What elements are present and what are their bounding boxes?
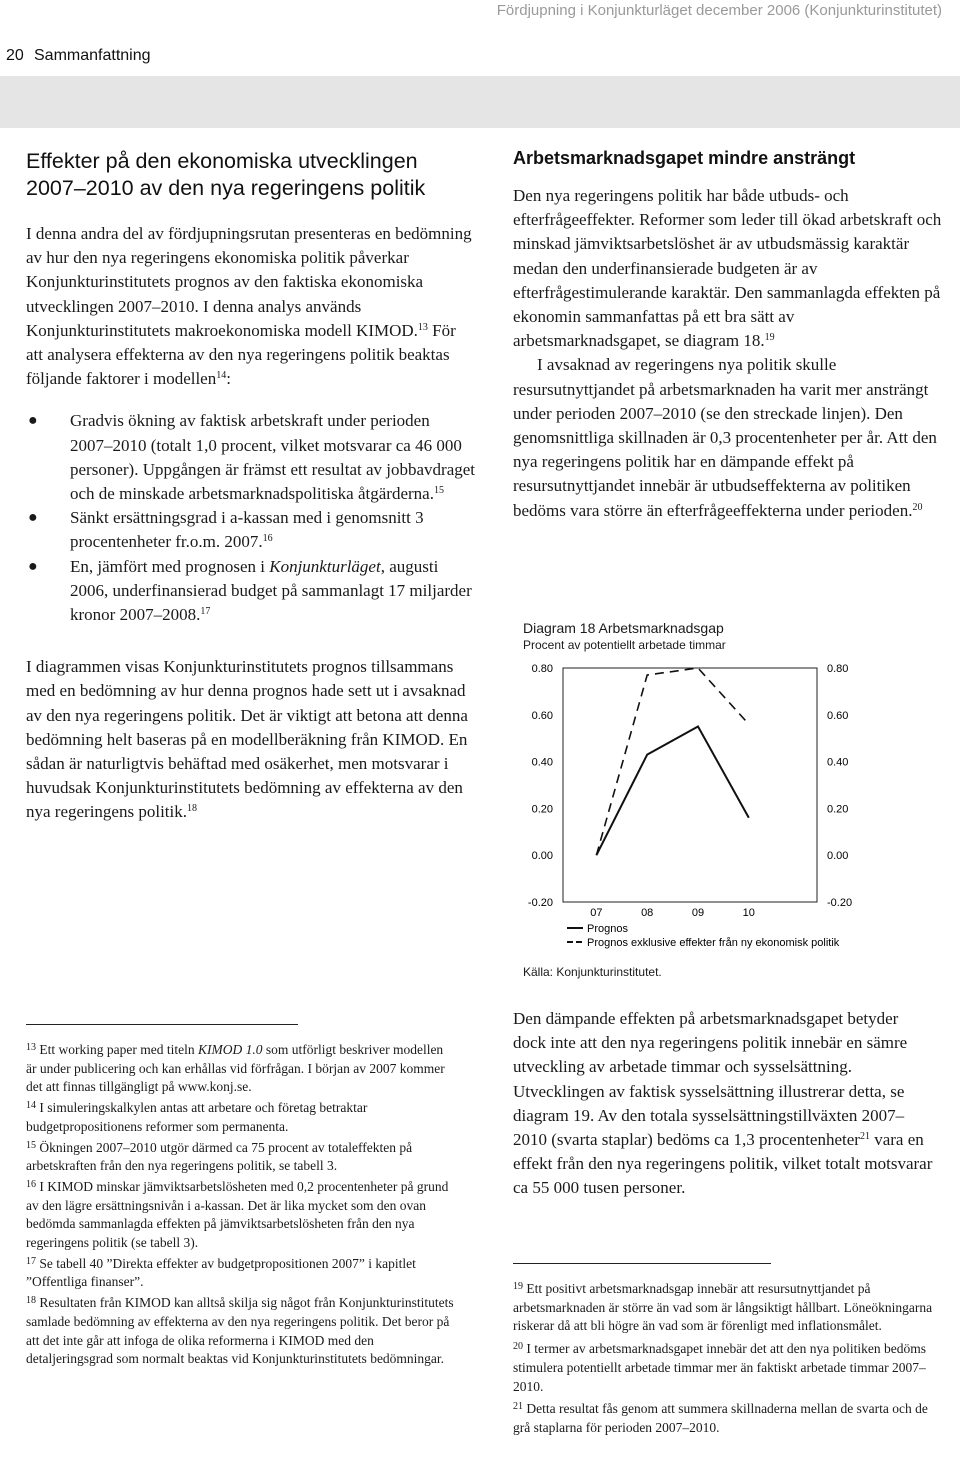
footnote-14: $^{14}$ I simuleringskalkylen antas att arbetare och företag betraktar budgetpropositionens reformer som permanenta. <box>26 1100 368 1134</box>
section-title: Sammanfattning <box>34 47 151 64</box>
page-number: 20 <box>6 47 24 64</box>
series-line-prognos-exklusive <box>596 668 748 855</box>
y-tick-label-left: 0.60 <box>531 709 553 722</box>
footnote-20: $^{20}$ I termer av arbetsmarknadsgapet innebär det att den nya politiken bedöms stimulera potentiellt arbetade timmar mer än faktiskt arbetade timmar 2007–2010. <box>513 1341 926 1394</box>
y-tick-label-right: 0.40 <box>827 756 849 769</box>
chart-subtitle: Procent av potentiellt arbetade timmar <box>523 638 726 652</box>
chart-diagram-18 <box>513 612 945 992</box>
chart-title: Diagram 18 Arbetsmarknadsgap <box>523 620 724 636</box>
plot-frame <box>563 668 817 902</box>
page-header <box>0 44 960 74</box>
right-paragraph-2: I avsaknad av regeringens nya politik skulle resursutnyttjandet på arbetsmarknaden ha varit mer ansträngt under perioden 2007–2010 (se den streckade linjen). Den genomsnittliga skillnaden är 0,3 procentenheter per år. Att den nya regeringens politik har en dämpande effekt på resursutnyttjandet innebär är utbudseffekterna av politiken bedöms vara större än efterfrågeeffekterna under perioden.$^{20}$ <box>513 355 937 520</box>
footnote-16: $^{16}$ I KIMOD minskar jämviktsarbetslösheten med 0,2 procentenheter på grund av den lägre ersättningsnivån i a-kassan. Det är lika mycket som den ovan bedömda sammanlagda effekten på jämviktsarbetslösheten från den nya regeringens politik (se tabell 3). <box>26 1178 449 1251</box>
y-tick-label-right: 0.80 <box>827 663 849 675</box>
y-tick-label-right: -0.20 <box>827 897 853 909</box>
left-column <box>26 140 476 825</box>
list-item: ● Sänkt ersättningsgrad i a-kassan med i genomsnitt 3 procentenheter fr.o.m. 2007.16 <box>28 508 424 552</box>
footnote-21: $^{21}$ Detta resultat fås genom att summera skillnaderna mellan de svarta och de grå staplarna för perioden 2007–2010. <box>513 1401 928 1435</box>
y-tick-label-right: 0.00 <box>827 850 849 863</box>
left-paragraph-1: I denna andra del av fördjupningsrutan presenteras en bedömning av hur den nya regeringens ekonomiska politik påverkar Konjunkturinstitutets prognos av den faktiska ekonomiska utvecklingen 2007–2010. I denna analys används Konjunkturinstitutets makroekonomiska modell KIMOD.$^{13}$ För att analysera effekterna av den nya regeringens politik beaktas följande faktorer i modellen$^{14}$: <box>26 224 472 389</box>
footnote-19: $^{19}$ Ett positivt arbetsmarknadsgap innebär att resursutnyttjandet på arbetsmarknaden är större än vad som är långsiktigt hållbart. Löneökningarna riskerar då att bli högre än vad som är förenligt med inflationsmålet. <box>513 1281 933 1334</box>
left-heading: Effekter på den ekonomiska utvecklingen 2007–2010 av den nya regeringens politik <box>26 149 426 200</box>
right-paragraph-3-block <box>513 1007 933 1201</box>
footnote-rule <box>26 1024 298 1025</box>
x-tick-label: 07 <box>590 907 603 919</box>
right-heading: Arbetsmarknadsgapet mindre ansträngt <box>513 148 856 168</box>
y-tick-label-left: 0.40 <box>531 756 553 769</box>
y-tick-label-right: 0.60 <box>827 709 849 722</box>
list-item: ● Gradvis ökning av faktisk arbetskraft under perioden 2007–2010 (totalt 1,0 procent, vilket motsvarar ca 46 000 personer). Uppgången är främst ett resultat av jobbavdraget och de minskade arbetsmarknadspolitiska åtgärderna.$^{15}$ <box>28 411 476 504</box>
list-item: ● En, jämfört med prognosen i Konjunkturläget, augusti 2006, underfinansierad budget på sammanlagt 17 miljarder kronor 2007–2008.17 <box>28 556 472 625</box>
chart-plot <box>513 612 945 962</box>
footnote-18: $^{18}$ Resultaten från KIMOD kan alltså skilja sig något från Konjunkturinstitutets samlade bedömning av effekterna av den nya regeringens politik. Det beror på att det inte går att infoga de olika reformerna i KIMOD med den detaljeringsgrad som normalt beaktas vid Konjunkturinstitutets bedömningar. <box>26 1295 454 1367</box>
legend-label: Prognos exklusive effekter från ny ekonomisk politik <box>587 937 840 949</box>
footnote-rule <box>513 1263 771 1264</box>
footnotes-left <box>26 1024 456 1369</box>
running-header: Fördjupning i Konjunkturläget december 2006 (Konjunkturinstitutet) <box>496 2 942 19</box>
right-column <box>513 140 943 523</box>
left-paragraph-2: I diagrammen visas Konjunkturinstitutets prognos tillsammans med en bedömning av hur denna prognos hade sett ut i avsaknad av den nya regeringens politik. Det är viktigt att betona att denna bedömning helt baseras på en modellberäkning från KIMOD. En sådan är naturligtvis behäftad med osäkerhet, men motsvarar i huvudsak Konjunkturinstitutets bedömning av effekterna av den nya regeringens politik.$^{18}$ <box>26 657 468 822</box>
x-tick-label: 08 <box>641 907 654 919</box>
header-band <box>0 76 960 128</box>
factor-list <box>26 409 476 627</box>
x-tick-label: 10 <box>742 907 755 919</box>
y-tick-label-left: 0.00 <box>531 850 553 863</box>
x-tick-label: 09 <box>691 907 705 919</box>
footnote-15: $^{15}$ Ökningen 2007–2010 utgör därmed ca 75 procent av totaleffekten på arbetskraften från den nya regeringens politik, se tabell 3. <box>26 1139 413 1174</box>
right-paragraph-1: Den nya regeringens politik har både utbuds- och efterfrågeeffekter. Reformer som leder till ökad arbetskraft och minskad jämviktsarbetslöshet är av utbudsmässig karaktär medan den underfinansierade budgeten är av efterfrågestimulerande karaktär. Den sammanlagda effekten på ekonomin sammanfattas på ett bra sätt av arbetsmarknadsgapet, se diagram 18.19 <box>513 186 942 351</box>
right-paragraph-3: Den dämpande effekten på arbetsmarknadsgapet betyder dock inte att den nya regeringens politik innebär en sämre utveckling av arbetade timmar och sysselsättning. Utvecklingen av faktisk sysselsättning illustrerar detta, se diagram 19. Av den totala sysselsättningstillväxten 2007–2010 (svarta staplar) bedöms ca 1,3 procentenheter$^{21}$ vara en effekt från den nya regeringens politik, vilket totalt motsvarar ca 55 000 tusen personer. <box>513 1009 933 1198</box>
y-tick-label-right: 0.20 <box>827 803 849 816</box>
footnotes-right <box>513 1263 933 1440</box>
y-tick-label-left: 0.80 <box>531 663 553 675</box>
y-tick-label-left: 0.20 <box>531 803 553 816</box>
chart-source: Källa: Konjunkturinstitutet. <box>523 965 662 979</box>
y-tick-label-left: -0.20 <box>527 897 553 909</box>
footnote-13: $^{13}$ Ett working paper med titeln KIMOD 1.0 som utförligt beskriver modellen är under publicering och kan erhållas vid förfrågan. I början av 2007 kommer det att finnas tillgängligt på www.konj.se. <box>26 1042 445 1095</box>
series-line-prognos <box>596 727 748 856</box>
legend-label: Prognos <box>587 923 628 935</box>
footnote-17: $^{17}$ Se tabell 40 ”Direkta effekter av budgetpropositionen 2007” i kapitlet ”Offentliga finanser”. <box>26 1255 416 1290</box>
